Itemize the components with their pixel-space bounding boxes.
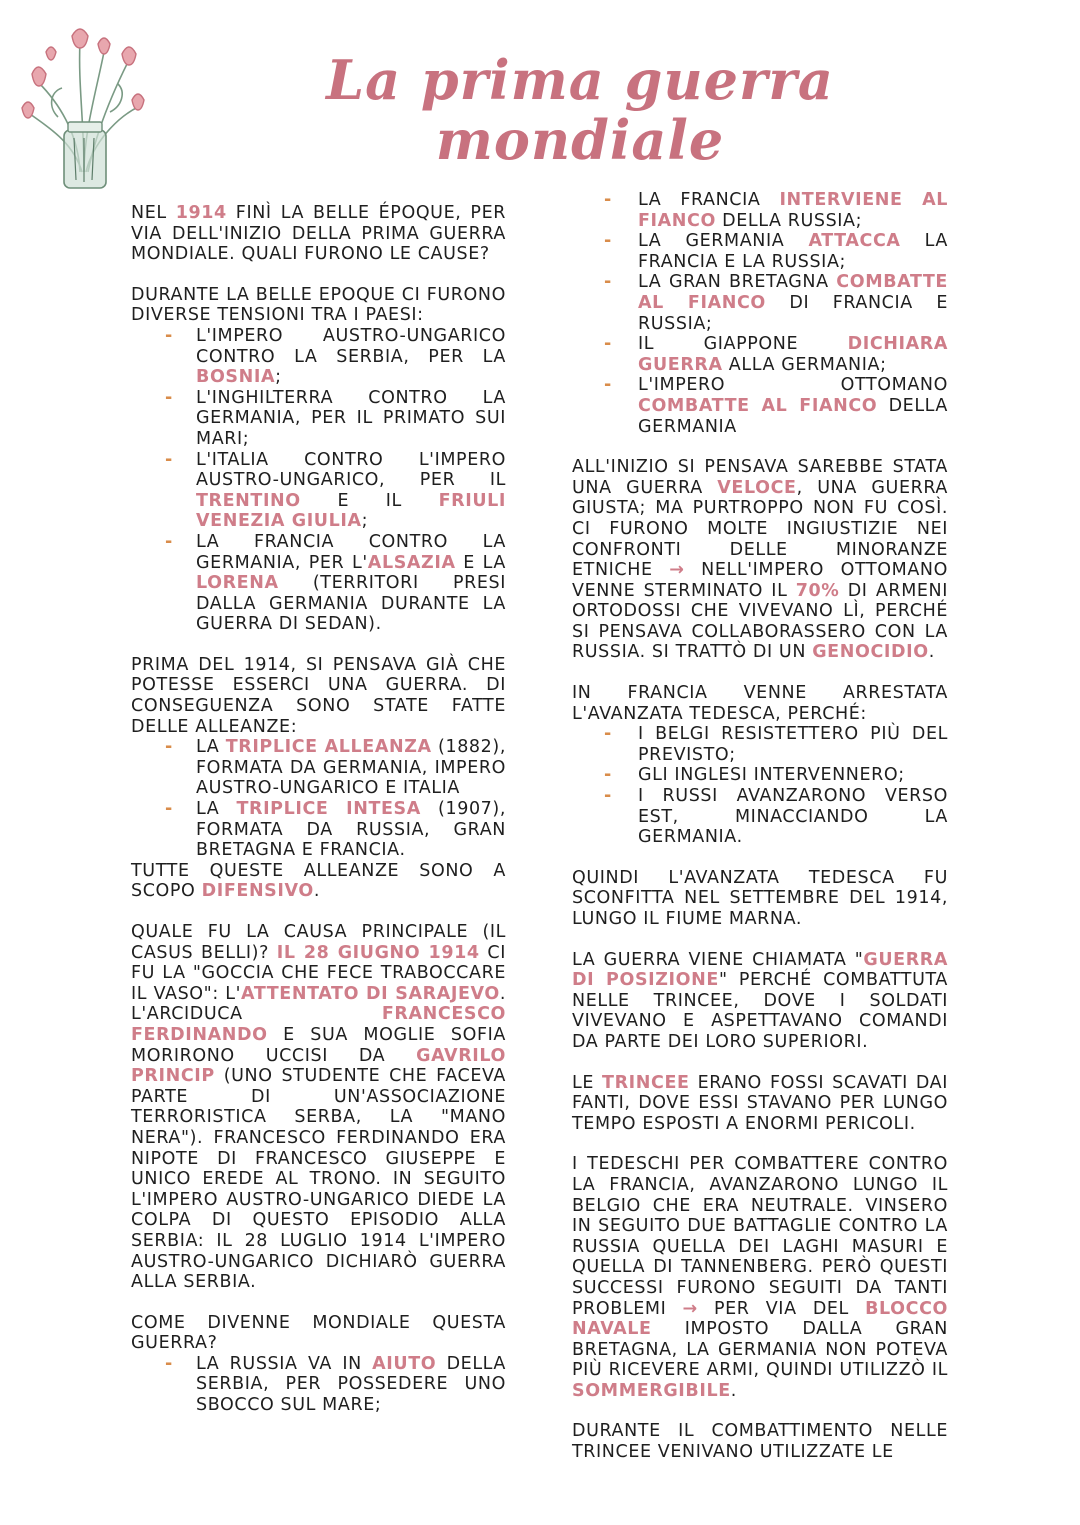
page-title — [300, 50, 860, 170]
list-item: - I BELGI RESISTETTERO PIÙ DEL PREVISTO; — [572, 724, 948, 765]
defensive-paragraph: TUTTE QUESTE ALLEANZE SONO A SCOPO DIFENSIVO. — [131, 860, 506, 902]
world-war-question: COME DIVENNE MONDIALE QUESTA GUERRA? — [131, 1312, 506, 1354]
list-item: - L'IMPERO AUSTRO-UNGARICO CONTRO LA SERBIA, PER LA BOSNIA; — [131, 326, 506, 388]
world-war-list-start — [131, 1354, 506, 1416]
right-column — [572, 190, 948, 1483]
world-war-list-continued — [572, 190, 948, 437]
list-item: - LA GERMANIA ATTACCA LA FRANCIA E LA RUSSIA; — [572, 231, 948, 272]
france-paragraph: IN FRANCIA VENNE ARRESTATA L'AVANZATA TEDESCA, PERCHÉ: — [572, 683, 948, 724]
list-item: - GLI INGLESI INTERVENNERO; — [572, 765, 948, 786]
tulip-vase-illustration — [18, 22, 148, 192]
list-item: - IL GIAPPONE DICHIARA GUERRA ALLA GERMANIA; — [572, 334, 948, 375]
list-item: - L'IMPERO OTTOMANO COMBATTE AL FIANCO DELLA GERMANIA — [572, 375, 948, 437]
list-item: - LA RUSSIA VA IN AIUTO DELLA SERBIA, PER POSSEDERE UNO SBOCCO SUL MARE; — [131, 1354, 506, 1416]
list-item: - LA TRIPLICE INTESA (1907), FORMATA DA RUSSIA, GRAN BRETAGNA E FRANCIA. — [131, 799, 506, 861]
list-item: - LA FRANCIA INTERVIENE AL FIANCO DELLA RUSSIA; — [572, 190, 948, 231]
germans-paragraph: I TEDESCHI PER COMBATTERE CONTRO LA FRANCIA, AVANZARONO LUNGO IL BELGIO CHE ERA NEUTRALE. VINSERO IN SEGUITO DUE BATTAGLIE CONTRO LA RUSSIA QUELLA DEI LAGHI MASURI E QUELLA DI TANNENBERG. PERÒ QUESTI SUCCESSI FURONO SEGUITI DA TANTI PROBLEMI → PER VIA DEL BLOCCO NAVALE IMPOSTO DALLA GRAN BRETAGNA, LA GERMANIA NON POTEVA PIÙ RICEVERE ARMI, QUINDI UTILIZZÒ IL SOMMERGIBILE. — [572, 1154, 948, 1401]
marna-paragraph: QUINDI L'AVANZATA TEDESCA FU SCONFITTA NEL SETTEMBRE DEL 1914, LUNGO IL FIUME MARNA. — [572, 867, 948, 929]
list-item: - L'ITALIA CONTRO L'IMPERO AUSTRO-UNGARICO, PER IL TRENTINO E IL FRIULI VENEZIA GIULIA; — [131, 450, 506, 532]
list-item: - LA GRAN BRETAGNA COMBATTE AL FIANCO DI FRANCIA E RUSSIA; — [572, 272, 948, 334]
casus-belli-paragraph: QUALE FU LA CAUSA PRINCIPALE (IL CASUS BELLI)? IL 28 GIUGNO 1914 CI FU LA "GOCCIA CHE FECE TRABOCCARE IL VASO": L'ATTENTATO DI SARAJEVO. L'ARCIDUCA FRANCESCO FERDINANDO E SUA MOGLIE SOFIA MORIRONO UCCISI DA GAVRILO PRINCIP (UNO STUDENTE CHE FACEVA PARTE DI UN'ASSOCIAZIONE TERRORISTICA SERBA, LA "MANO NERA"). FRANCESCO FERDINANDO ERA NIPOTE DI FRANCESCO GIUSEPPE E UNICO EREDE AL TRONO. IN SEGUITO L'IMPERO AUSTRO-UNGARICO DIEDE LA COLPA DI QUESTO EPISODIO ALLA SERBIA: IL 28 LUGLIO 1914 L'IMPERO AUSTRO-UNGARICO DICHIARÒ GUERRA ALLA SERBIA. — [131, 922, 506, 1293]
trenches-paragraph: LE TRINCEE ERANO FOSSI SCAVATI DAI FANTI, DOVE ESSI STAVANO PER LUNGO TEMPO ESPOSTI A ENORMI PERICOLI. — [572, 1072, 948, 1134]
genocide-paragraph: ALL'INIZIO SI PENSAVA SAREBBE STATA UNA GUERRA VELOCE, UNA GUERRA GIUSTA; MA PURTROPPO NON FU COSÌ. CI FURONO MOLTE INGIUSTIZIE NEI CONFRONTI DELLE MINORANZE ETNICHE → NELL'IMPERO OTTOMANO VENNE STERMINATO IL 70% DI ARMENI ORTODOSSI CHE VIVEVANO LÌ, PERCHÉ SI PENSAVA COLLABORASSERO CON LA RUSSIA. SI TRATTÒ DI UN GENOCIDIO. — [572, 457, 948, 663]
arrow-icon: → — [682, 1298, 698, 1319]
list-item: - LA TRIPLICE ALLEANZA (1882), FORMATA DA GERMANIA, IMPERO AUSTRO-UNGARICO E ITALIA — [131, 737, 506, 799]
list-item: - L'INGHILTERRA CONTRO LA GERMANIA, PER IL PRIMATO SUI MARI; — [131, 388, 506, 450]
combat-paragraph: DURANTE IL COMBATTIMENTO NELLE TRINCEE VENIVANO UTILIZZATE LE — [572, 1421, 948, 1463]
left-column — [131, 203, 506, 1436]
trench-war-paragraph: LA GUERRA VIENE CHIAMATA "GUERRA DI POSIZIONE" PERCHÉ COMBATTUTA NELLE TRINCEE, DOVE I SOLDATI VIVEVANO E ASPETTAVANO COMANDI DA PARTE DEI LORO SUPERIORI. — [572, 949, 948, 1052]
list-item: - LA FRANCIA CONTRO LA GERMANIA, PER L'ALSAZIA E LA LORENA (TERRITORI PRESI DALLA GERMANIA DURANTE LA GUERRA DI SEDAN). — [131, 532, 506, 635]
arrow-icon: → — [669, 560, 685, 581]
france-list — [572, 724, 948, 848]
alliances-paragraph: PRIMA DEL 1914, SI PENSAVA GIÀ CHE POTESSE ESSERCI UNA GUERRA. DI CONSEGUENZA SONO STATE FATTE DELLE ALLEANZE: — [131, 654, 506, 737]
tensions-heading: DURANTE LA BELLE EPOQUE CI FURONO DIVERSE TENSIONI TRA I PAESI: — [131, 284, 506, 326]
tensions-list — [131, 326, 506, 635]
alliances-list — [131, 737, 506, 861]
list-item: - I RUSSI AVANZARONO VERSO EST, MINACCIANDO LA GERMANIA. — [572, 786, 948, 848]
intro-paragraph: NEL 1914 FINÌ LA BELLE ÉPOQUE, PER VIA DELL'INIZIO DELLA PRIMA GUERRA MONDIALE. QUALI FURONO LE CAUSE? — [131, 203, 506, 265]
title-line-1: La prima guerra — [326, 48, 834, 112]
title-line-2: mondiale — [435, 108, 725, 172]
